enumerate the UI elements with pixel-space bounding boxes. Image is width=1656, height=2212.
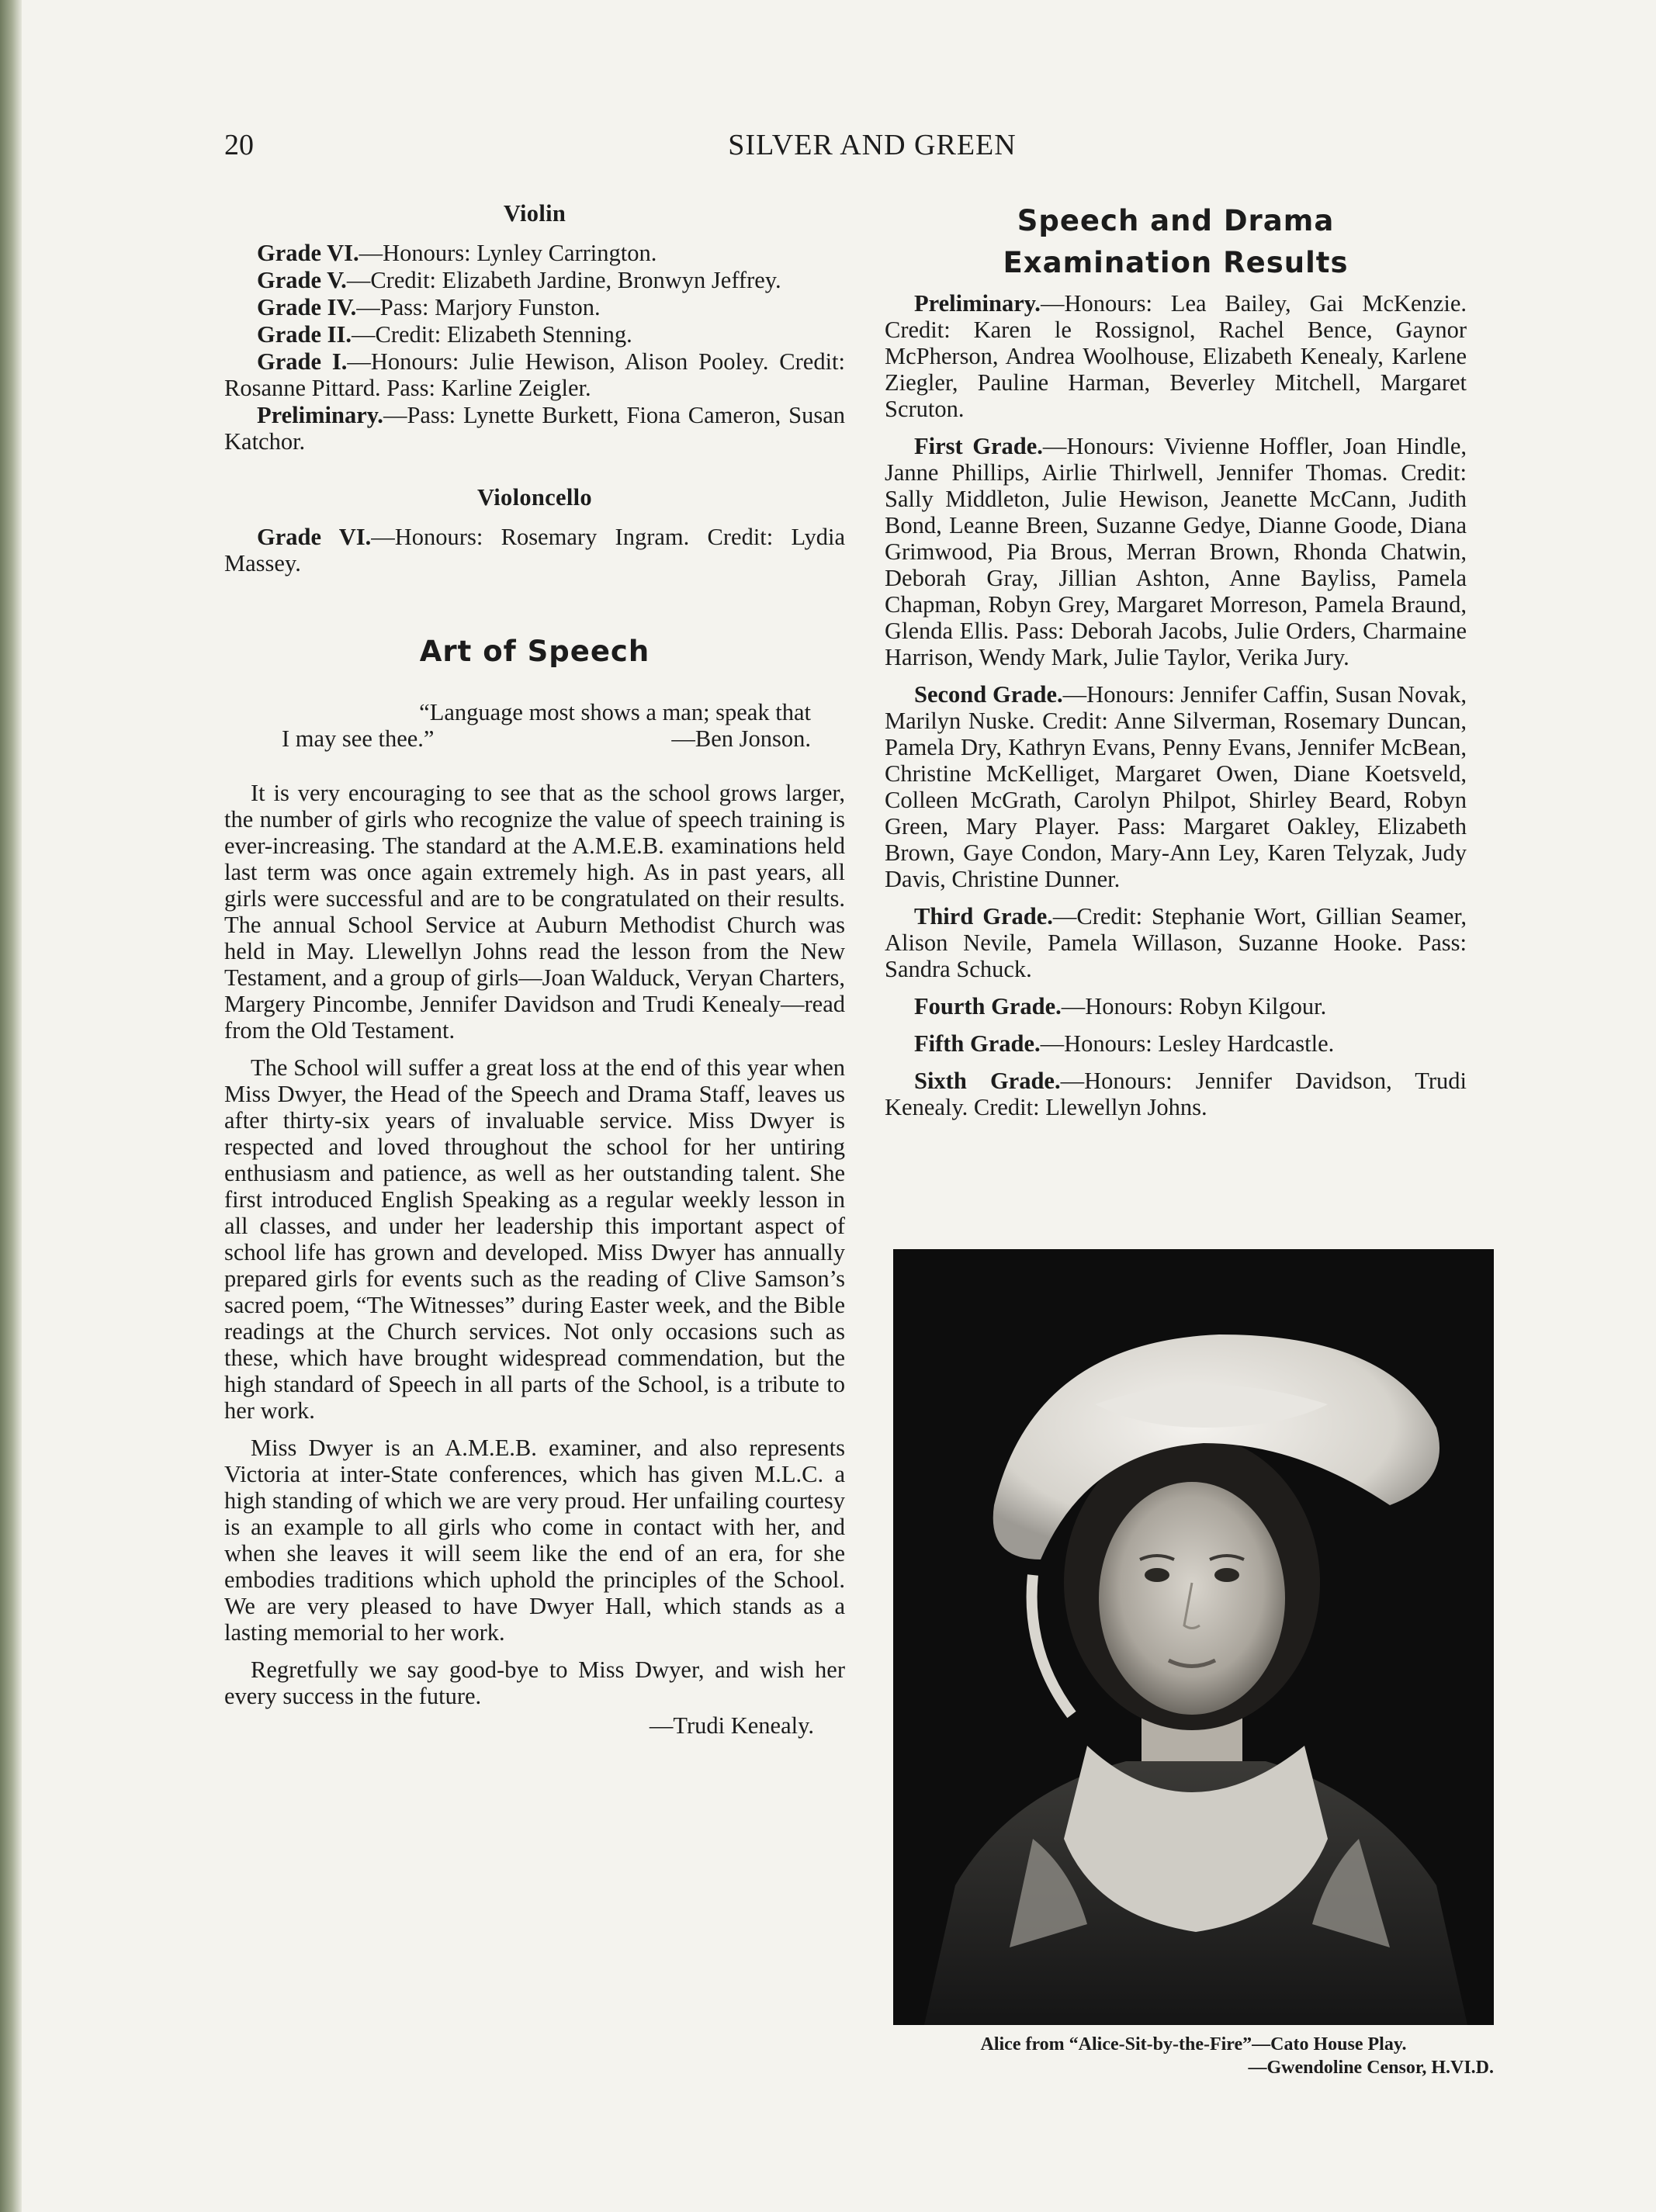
art-of-speech-heading: Art of Speech <box>419 635 650 668</box>
quote-author: —Ben Jonson. <box>671 725 811 752</box>
exam-result-entry: Fourth Grade.—Honours: Robyn Kilgour. <box>914 993 1327 1019</box>
violin-entry: Grade IV.—Pass: Marjory Funston. <box>257 294 601 320</box>
violoncello-entry: Grade VI.—Honours: Rosemary Ingram. Credit: Lydia Massey. <box>224 524 846 576</box>
page-binding-edge <box>0 0 22 2212</box>
portrait-illustration <box>893 1249 1494 2025</box>
exam-result-entry: Sixth Grade.—Honours: Jennifer Davidson, Trudi Kenealy. Credit: Llewellyn Johns. <box>885 1068 1467 1120</box>
article-signature: —Trudi Kenealy. <box>649 1712 814 1739</box>
article-paragraph: Miss Dwyer is an A.M.E.B. examiner, and also represents Victoria at inter-State conferences, which has given M.L.C. a high standing of which we are very proud. Her unfailing courtesy is an example to all girls who come in contact with her, and when she leaves it will seem like the end of an era, for she embodies traditions which uphold the principles of the School. We are very pleased to have Dwyer Hall, which stands as a lasting memorial to her work. <box>224 1435 845 1646</box>
caption-credit: —Gwendoline Censor, H.VI.D. <box>1248 2058 1494 2078</box>
left-column <box>224 200 845 1739</box>
exam-result-entry: Fifth Grade.—Honours: Lesley Hardcastle. <box>914 1030 1335 1057</box>
page-header <box>224 128 1489 175</box>
violin-entry: Preliminary.—Pass: Lynette Burkett, Fiona Cameron, Susan Katchor. <box>224 402 845 455</box>
running-title: SILVER AND GREEN <box>728 129 1017 161</box>
article-paragraph: It is very encouraging to see that as the school grows larger, the number of girls who recognize the value of speech training is ever-increasing. The standard at the A.M.E.B. examinations held last term was once again extremely high. As in past years, all girls were successful and are to be congratulated on their results. The annual School Service at Auburn Methodist Church was held in May. Llewellyn Johns read the lesson from the New Testament, and a group of girls—Joan Walduck, Veryan Charters, Margery Pincombe, Jennifer Davidson and Trudi Kenealy—read from the Old Testament. <box>224 780 845 1044</box>
speech-drama-heading-line-1: Speech and Drama <box>1017 204 1335 237</box>
right-column <box>885 200 1467 1131</box>
exam-result-entry: Preliminary.—Honours: Lea Bailey, Gai McKenzie. Credit: Karen le Rossignol, Rachel Bence, Gaynor McPherson, Andrea Woolhouse, Elizabeth Kenealy, Karlene Ziegler, Pauline Harman, Beverley Mitchell, Margaret Scruton. <box>885 290 1467 422</box>
speech-drama-heading-line-2: Examination Results <box>1003 246 1349 279</box>
violin-entry: Grade VI.—Honours: Lynley Carrington. <box>257 240 657 266</box>
violin-entry: Grade V.—Credit: Elizabeth Jardine, Bronwyn Jeffrey. <box>257 267 781 293</box>
violin-heading: Violin <box>503 200 566 227</box>
article-paragraph: Regretfully we say good-bye to Miss Dwyer, and wish her every success in the future. <box>224 1656 845 1709</box>
exam-result-entry: Third Grade.—Credit: Stephanie Wort, Gillian Seamer, Alison Nevile, Pamela Willason, Suzanne Hooke. Pass: Sandra Schuck. <box>885 903 1467 982</box>
quote-line-1: “Language most shows a man; speak that <box>419 699 811 725</box>
exam-result-entry: Second Grade.—Honours: Jennifer Caffin, Susan Novak, Marilyn Nuske. Credit: Anne Silverman, Rosemary Duncan, Pamela Dry, Kathryn Evans, Penny Evans, Jennifer McBean, Christine McKelliget, Margaret Owen, Diane Koetsveld, Colleen McGrath, Carolyn Philpot, Shirley Beard, Robyn Green, Mary Player. Pass: Margaret Oakley, Elizabeth Brown, Gaye Condon, Mary-Ann Ley, Karen Telyzak, Judy Davis, Christine Dunner. <box>885 681 1467 892</box>
epigraph-quote <box>282 699 825 752</box>
quote-line-2: I may see thee.” <box>282 725 435 752</box>
caption-line-1: Alice from “Alice-Sit-by-the-Fire”—Cato House Play. <box>980 2034 1407 2054</box>
exam-result-entry: First Grade.—Honours: Vivienne Hoffler, Joan Hindle, Janne Phillips, Airlie Thirlwell, Jennifer Thomas. Credit: Sally Middleton, Julie Hewison, Jeanette McCann, Judith Bond, Leanne Breen, Suzanne Gedye, Dianne Goode, Diana Grimwood, Pia Brous, Merran Brown, Rhonda Chatwin, Deborah Gray, Jillian Ashton, Anne Bayliss, Pamela Chapman, Robyn Grey, Margaret Morreson, Pamela Braund, Glenda Ellis. Pass: Deborah Jacobs, Julie Orders, Charmaine Harrison, Wendy Mark, Julie Taylor, Verika Jury. <box>885 433 1467 670</box>
page-number: 20 <box>224 129 254 161</box>
violin-entry: Grade I.—Honours: Julie Hewison, Alison Pooley. Credit: Rosanne Pittard. Pass: Karline Zeigler. <box>224 348 845 401</box>
photo-caption <box>893 2033 1494 2079</box>
violoncello-heading: Violoncello <box>477 484 592 511</box>
violin-entry: Grade II.—Credit: Elizabeth Stenning. <box>257 321 632 348</box>
portrait-photo <box>893 1249 1494 2025</box>
article-paragraph: The School will suffer a great loss at the end of this year when Miss Dwyer, the Head of the Speech and Drama Staff, leaves us after thirty-six years of invaluable service. Miss Dwyer is respected and loved throughout the school for her untiring enthusiasm and patience, as well as her outstanding talent. She first introduced English Speaking as a regular weekly lesson in all classes, and under her leadership this important aspect of school life has grown and developed. Miss Dwyer has annually prepared girls for events such as the reading of Clive Samson’s sacred poem, “The Witnesses” during Easter week, and the Bible readings at the Church services. Not only occasions such as these, which have brought widespread commendation, but the high standard of Speech in all parts of the School, is a tribute to her work. <box>224 1054 845 1424</box>
